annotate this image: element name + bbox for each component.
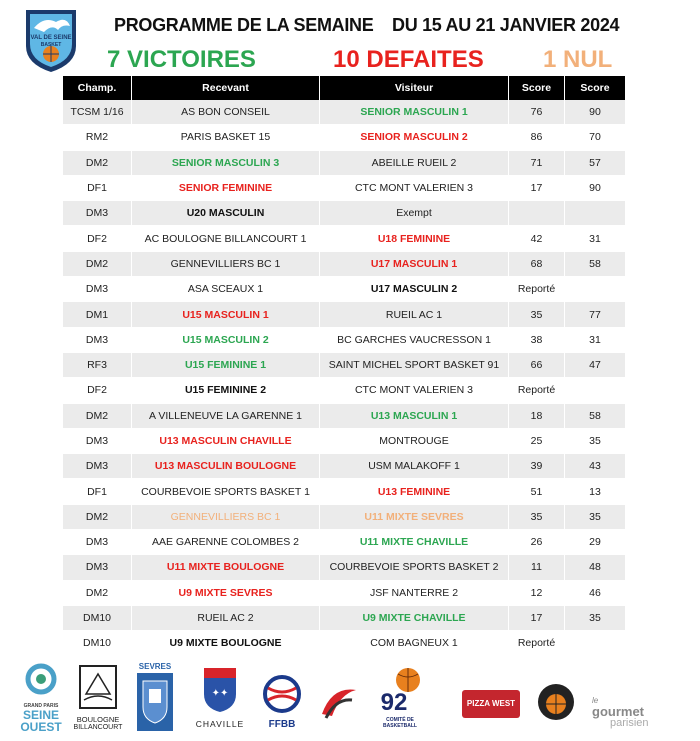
- cell-home: U9 MIXTE SEVRES: [132, 581, 320, 606]
- cell-home: U20 MASCULIN: [132, 201, 320, 226]
- seine-ouest-text-1: SEINE: [22, 708, 59, 722]
- col-header-away: Visiteur: [320, 76, 509, 100]
- cell-away: U9 MIXTE CHAVILLE: [320, 606, 509, 631]
- cell-champ: DM2: [63, 404, 132, 429]
- page-date-range: DU 15 AU 21 JANVIER 2024: [392, 15, 620, 35]
- cell-away: CTC MONT VALERIEN 3: [320, 378, 509, 403]
- cell-score-home: 39: [509, 454, 565, 479]
- table-row: [63, 151, 626, 176]
- cell-score-home: Reporté: [509, 378, 565, 403]
- cell-champ: DM10: [63, 631, 132, 656]
- cell-away: U13 MASCULIN 1: [320, 404, 509, 429]
- table-row: [63, 353, 626, 378]
- cell-away: U11 MIXTE CHAVILLE: [320, 530, 509, 555]
- cell-score-home: 35: [509, 302, 565, 327]
- cell-score-away: 29: [565, 530, 626, 555]
- cell-score-home: 51: [509, 479, 565, 504]
- table-row: [63, 530, 626, 555]
- cell-score-home: 86: [509, 125, 565, 150]
- cell-score-away: 35: [565, 429, 626, 454]
- cell-home: U11 MIXTE BOULOGNE: [132, 555, 320, 580]
- table-row: [63, 176, 626, 201]
- cell-score-away: 46: [565, 581, 626, 606]
- cell-away: Exempt: [320, 201, 509, 226]
- table-row: [63, 404, 626, 429]
- cell-score-away: [565, 631, 626, 656]
- ffbb-text: FFBB: [268, 719, 296, 730]
- gourmet-text-3: parisien: [610, 717, 649, 729]
- cell-away: SENIOR MASCULIN 2: [320, 125, 509, 150]
- table-row: [63, 581, 626, 606]
- cell-home: AAE GARENNE COLOMBES 2: [132, 530, 320, 555]
- cell-champ: DM3: [63, 201, 132, 226]
- cell-score-home: 35: [509, 505, 565, 530]
- cell-score-home: 11: [509, 555, 565, 580]
- sevres-text: SEVRES: [138, 662, 172, 671]
- club-logo-text-1: VAL DE SEINE: [30, 35, 72, 41]
- cell-score-home: 12: [509, 581, 565, 606]
- col-header-champ: Champ.: [63, 76, 132, 100]
- cell-home: SENIOR FEMININE: [132, 176, 320, 201]
- table-row: [63, 100, 626, 125]
- cell-champ: DM1: [63, 302, 132, 327]
- cell-score-away: 90: [565, 176, 626, 201]
- table-header-row: [63, 76, 626, 100]
- ffbb-logo: [262, 674, 302, 736]
- cell-score-away: [565, 277, 626, 302]
- cell-home: U15 MASCULIN 2: [132, 328, 320, 353]
- cell-home: PARIS BASKET 15: [132, 125, 320, 150]
- cell-away: SAINT MICHEL SPORT BASKET 91: [320, 353, 509, 378]
- cell-away: ABEILLE RUEIL 2: [320, 151, 509, 176]
- cell-score-home: [509, 201, 565, 226]
- table-row: [63, 378, 626, 403]
- svg-text:✦✦: ✦✦: [211, 688, 229, 699]
- cell-champ: RF3: [63, 353, 132, 378]
- seine-ouest-text-2: OUEST: [20, 720, 62, 734]
- cell-home: AC BOULOGNE BILLANCOURT 1: [132, 226, 320, 251]
- cell-champ: DF1: [63, 479, 132, 504]
- cell-score-away: 90: [565, 100, 626, 125]
- cell-home: GENNEVILLIERS BC 1: [132, 252, 320, 277]
- cell-champ: DM3: [63, 530, 132, 555]
- cell-champ: DM2: [63, 252, 132, 277]
- cell-score-away: 31: [565, 226, 626, 251]
- cell-score-away: 57: [565, 151, 626, 176]
- cell-score-home: 17: [509, 176, 565, 201]
- cell-away: BC GARCHES VAUCRESSON 1: [320, 328, 509, 353]
- seine-ouest-small: GRAND PARIS: [23, 703, 59, 709]
- gourmet-text-2: gourmet: [592, 704, 644, 719]
- cell-champ: DM3: [63, 328, 132, 353]
- cell-away: SENIOR MASCULIN 1: [320, 100, 509, 125]
- cell-home: GENNEVILLIERS BC 1: [132, 505, 320, 530]
- cell-score-away: 35: [565, 505, 626, 530]
- cell-champ: RM2: [63, 125, 132, 150]
- comite-92-logo: [372, 666, 428, 736]
- table-row: [63, 226, 626, 251]
- comite-number: 92: [380, 689, 408, 712]
- table-row: [63, 555, 626, 580]
- table-row: [63, 277, 626, 302]
- col-header-score-home: Score: [509, 76, 565, 100]
- cell-score-away: 35: [565, 606, 626, 631]
- pizza-west-text: PIZZA WEST: [466, 699, 516, 708]
- cell-home: U13 MASCULIN CHAVILLE: [132, 429, 320, 454]
- table-row: [63, 479, 626, 504]
- cell-away: U17 MASCULIN 2: [320, 277, 509, 302]
- pizza-west-logo: [462, 690, 520, 718]
- basketball-league-logo: [318, 680, 360, 730]
- cell-away: USM MALAKOFF 1: [320, 454, 509, 479]
- page-title: PROGRAMME DE LA SEMAINE: [114, 15, 374, 35]
- cell-away: RUEIL AC 1: [320, 302, 509, 327]
- wins-count: 7 VICTOIRES: [107, 46, 256, 73]
- col-header-score-away: Score: [565, 76, 626, 100]
- cell-home: U15 FEMININE 1: [132, 353, 320, 378]
- table-row: [63, 454, 626, 479]
- cell-score-home: 76: [509, 100, 565, 125]
- cell-away: JSF NANTERRE 2: [320, 581, 509, 606]
- table-row: [63, 505, 626, 530]
- cell-away: U13 FEMININE: [320, 479, 509, 504]
- cell-score-away: 70: [565, 125, 626, 150]
- boulogne-logo: [72, 664, 124, 736]
- cell-score-away: 47: [565, 353, 626, 378]
- chaville-logo: [194, 666, 246, 736]
- table-row: [63, 201, 626, 226]
- cell-champ: DF2: [63, 226, 132, 251]
- cell-score-away: [565, 378, 626, 403]
- schedule-table: [63, 76, 626, 657]
- cell-champ: DM3: [63, 555, 132, 580]
- cell-champ: DM2: [63, 581, 132, 606]
- cell-champ: TCSM 1/16: [63, 100, 132, 125]
- cell-score-home: Reporté: [509, 631, 565, 656]
- cell-away: COURBEVOIE SPORTS BASKET 2: [320, 555, 509, 580]
- club-logo: [22, 6, 80, 74]
- cell-score-away: 58: [565, 252, 626, 277]
- cell-home: SENIOR MASCULIN 3: [132, 151, 320, 176]
- cell-champ: DM10: [63, 606, 132, 631]
- cell-home: U13 MASCULIN BOULOGNE: [132, 454, 320, 479]
- table-row: [63, 302, 626, 327]
- cell-score-away: 43: [565, 454, 626, 479]
- comite-text: COMITÉ DE BASKETBALL: [383, 717, 417, 729]
- cell-score-away: 48: [565, 555, 626, 580]
- cell-score-away: [565, 201, 626, 226]
- cell-champ: DM2: [63, 505, 132, 530]
- cell-away: COM BAGNEUX 1: [320, 631, 509, 656]
- cell-score-home: 17: [509, 606, 565, 631]
- cell-score-home: 38: [509, 328, 565, 353]
- seine-ouest-logo: [18, 662, 64, 736]
- gourmet-text-1: le: [592, 696, 599, 705]
- table-row: [63, 631, 626, 656]
- cell-score-away: 31: [565, 328, 626, 353]
- cell-home: U15 MASCULIN 1: [132, 302, 320, 327]
- cell-score-away: 58: [565, 404, 626, 429]
- cell-score-home: Reporté: [509, 277, 565, 302]
- table-row: [63, 125, 626, 150]
- col-header-home: Recevant: [132, 76, 320, 100]
- cell-score-home: 42: [509, 226, 565, 251]
- draws-count: 1 NUL: [543, 46, 613, 73]
- cell-score-home: 18: [509, 404, 565, 429]
- table-row: [63, 606, 626, 631]
- cell-home: U9 MIXTE BOULOGNE: [132, 631, 320, 656]
- cell-score-home: 26: [509, 530, 565, 555]
- chaville-text: CHAVILLE: [195, 719, 245, 729]
- cell-score-home: 68: [509, 252, 565, 277]
- cell-score-home: 66: [509, 353, 565, 378]
- boulogne-text-1: BOULOGNE: [76, 715, 120, 724]
- table-row: [63, 252, 626, 277]
- cell-champ: DF1: [63, 176, 132, 201]
- basketball-club-round-logo: [536, 682, 576, 722]
- cell-champ: DM3: [63, 429, 132, 454]
- cell-champ: DF2: [63, 378, 132, 403]
- cell-home: AS BON CONSEIL: [132, 100, 320, 125]
- cell-champ: DM2: [63, 151, 132, 176]
- cell-home: RUEIL AC 2: [132, 606, 320, 631]
- cell-score-home: 71: [509, 151, 565, 176]
- cell-champ: DM3: [63, 277, 132, 302]
- cell-away: CTC MONT VALERIEN 3: [320, 176, 509, 201]
- table-row: [63, 328, 626, 353]
- losses-count: 10 DEFAITES: [333, 46, 484, 73]
- cell-away: U18 FEMININE: [320, 226, 509, 251]
- cell-away: U17 MASCULIN 1: [320, 252, 509, 277]
- table-row: [63, 429, 626, 454]
- cell-score-home: 25: [509, 429, 565, 454]
- cell-away: MONTROUGE: [320, 429, 509, 454]
- boulogne-text-2: BILLANCOURT: [73, 724, 123, 731]
- club-logo-text-2: BASKET: [40, 42, 62, 48]
- sponsor-logos: [0, 660, 700, 738]
- gourmet-parisien-logo: [592, 696, 682, 730]
- cell-home: U15 FEMININE 2: [132, 378, 320, 403]
- cell-score-away: 13: [565, 479, 626, 504]
- cell-home: A VILLENEUVE LA GARENNE 1: [132, 404, 320, 429]
- cell-home: COURBEVOIE SPORTS BASKET 1: [132, 479, 320, 504]
- sevres-logo: [134, 662, 176, 734]
- cell-away: U11 MIXTE SEVRES: [320, 505, 509, 530]
- cell-home: ASA SCEAUX 1: [132, 277, 320, 302]
- cell-champ: DM3: [63, 454, 132, 479]
- cell-score-away: 77: [565, 302, 626, 327]
